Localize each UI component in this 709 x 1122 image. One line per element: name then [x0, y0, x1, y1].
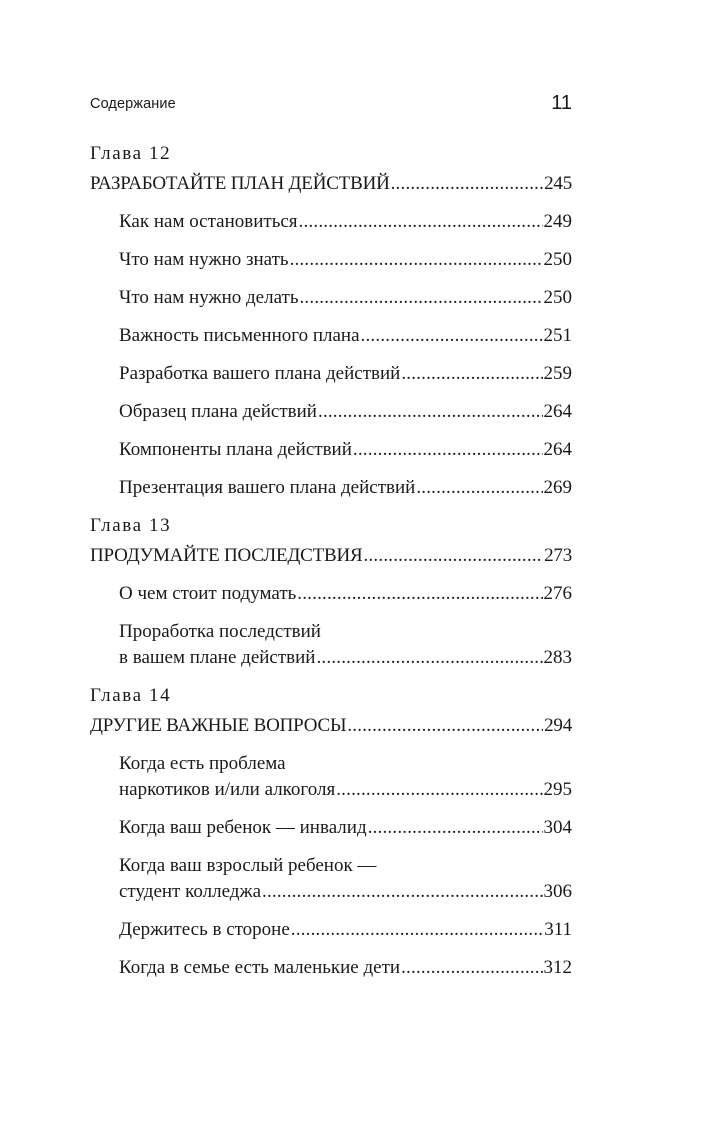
toc-entry-page: 312 [543, 957, 572, 978]
running-head [90, 92, 572, 118]
toc-entry[interactable] [90, 475, 572, 501]
toc-entry-page: 251 [543, 325, 572, 346]
toc-entry-multiline[interactable] [90, 853, 572, 905]
dot-leader [290, 247, 543, 273]
toc-entry[interactable] [90, 815, 572, 841]
toc-entry-text: Что нам нужно знать [119, 249, 289, 270]
toc-entry-text-line2: студент колледжа [119, 881, 261, 902]
chapter-14 [90, 683, 572, 981]
toc-entry-page: 276 [543, 583, 572, 604]
chapter-title: РАЗРАБОТАЙТЕ ПЛАН ДЕЙСТВИЙ [90, 173, 390, 194]
dot-leader [368, 815, 543, 841]
page-number: 11 [551, 92, 572, 114]
toc-entry[interactable] [90, 437, 572, 463]
chapter-label: Глава 14 [90, 685, 172, 706]
chapter-title-page: 245 [544, 173, 572, 194]
chapter-title: ПРОДУМАЙТЕ ПОСЛЕДСТВИЯ [90, 545, 363, 566]
toc-entry[interactable] [90, 209, 572, 235]
toc-entry-text: О чем стоит подумать [119, 583, 297, 604]
toc-entry-page: 295 [543, 779, 572, 800]
dot-leader [401, 361, 542, 387]
toc-entry-text: Когда ваш ребенок — инвалид [119, 817, 367, 838]
dot-leader [316, 645, 542, 671]
dot-leader [297, 581, 542, 607]
dot-leader [336, 777, 542, 803]
chapter-label: Глава 13 [90, 515, 172, 536]
toc-entry-page: 250 [543, 287, 572, 308]
dot-leader [416, 475, 542, 501]
toc-entry[interactable] [90, 247, 572, 273]
dot-leader [364, 543, 544, 569]
chapter-13 [90, 513, 572, 671]
toc-entry-multiline[interactable] [90, 751, 572, 803]
toc-entry-text: Что нам нужно делать [119, 287, 299, 308]
chapter-12 [90, 141, 572, 501]
toc-entry[interactable] [90, 361, 572, 387]
book-page [90, 0, 572, 1122]
table-of-contents [90, 137, 572, 993]
toc-entry-text: Держитесь в стороне [119, 919, 290, 940]
chapter-title-page: 273 [544, 545, 572, 566]
toc-entry[interactable] [90, 581, 572, 607]
toc-entry-text-line1: Когда ваш взрослый ребенок — [119, 855, 377, 876]
dot-leader [291, 917, 543, 943]
chapter-title: ДРУГИЕ ВАЖНЫЕ ВОПРОСЫ [90, 715, 347, 736]
toc-entry-text-line2: наркотиков и/или алкоголя [119, 779, 336, 800]
chapter-title-page: 294 [544, 715, 572, 736]
dot-leader [262, 879, 543, 905]
toc-entry[interactable] [90, 285, 572, 311]
toc-entry[interactable] [90, 917, 572, 943]
toc-entry-text-line1: Когда есть проблема [119, 753, 286, 774]
chapter-title-entry[interactable] [90, 171, 572, 197]
toc-entry-page: 311 [544, 919, 572, 940]
toc-entry-text: Когда в семье есть маленькие дети [119, 957, 401, 978]
dot-leader [353, 437, 543, 463]
toc-entry-page: 249 [543, 211, 572, 232]
dot-leader [299, 285, 542, 311]
toc-entry-page: 250 [543, 249, 572, 270]
toc-entry-text-line2: в вашем плане действий [119, 647, 316, 668]
toc-entry-text: Образец плана действий [119, 401, 317, 422]
running-title: Содержание [90, 96, 176, 112]
toc-entry-text: Как нам остановиться [119, 211, 298, 232]
toc-entry-page: 269 [543, 477, 572, 498]
toc-entry-multiline[interactable] [90, 619, 572, 671]
toc-entry[interactable] [90, 955, 572, 981]
toc-entry-page: 264 [543, 401, 572, 422]
dot-leader [401, 955, 542, 981]
toc-entry-page: 259 [543, 363, 572, 384]
toc-entry-text: Презентация вашего плана действий [119, 477, 416, 498]
dot-leader [318, 399, 543, 425]
toc-entry-page: 264 [543, 439, 572, 460]
chapter-title-entry[interactable] [90, 543, 572, 569]
dot-leader [299, 209, 543, 235]
toc-entry-text: Разработка вашего плана действий [119, 363, 401, 384]
toc-entry-page: 306 [543, 881, 572, 902]
dot-leader [391, 171, 543, 197]
toc-entry-text-line1: Проработка последствий [119, 621, 321, 642]
toc-entry[interactable] [90, 323, 572, 349]
chapter-title-entry[interactable] [90, 713, 572, 739]
toc-entry-text: Важность письменного плана [119, 325, 360, 346]
toc-entry[interactable] [90, 399, 572, 425]
dot-leader [361, 323, 543, 349]
toc-entry-text: Компоненты плана действий [119, 439, 352, 460]
toc-entry-page: 283 [543, 647, 572, 668]
dot-leader [347, 713, 543, 739]
chapter-label: Глава 12 [90, 143, 172, 164]
toc-entry-page: 304 [543, 817, 572, 838]
